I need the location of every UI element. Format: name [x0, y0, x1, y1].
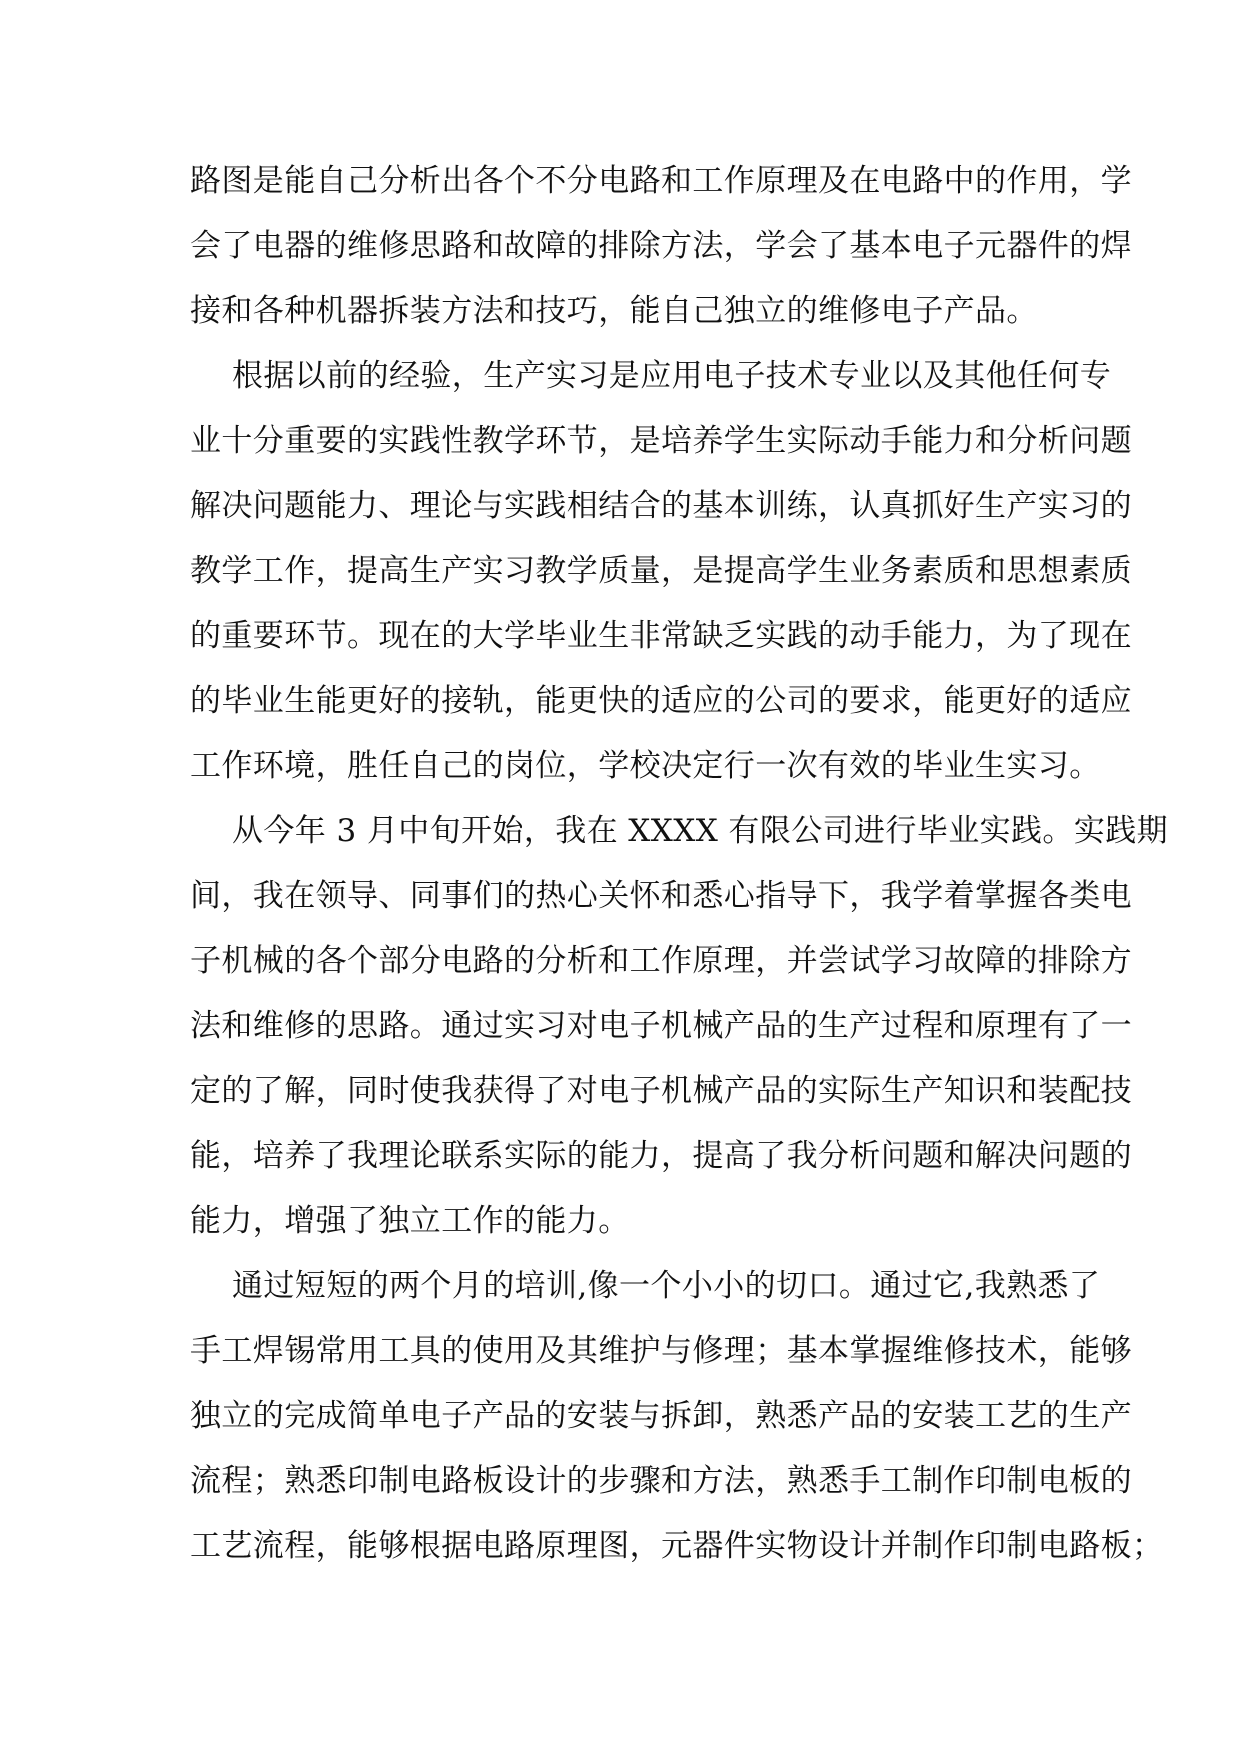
- text-line: 定的了解，同时使我获得了对电子机械产品的实际生产知识和装配技: [190, 1073, 1132, 1109]
- text-line: 流程；熟悉印制电路板设计的步骤和方法，熟悉手工制作印制电板的: [190, 1463, 1132, 1499]
- paragraph-first-line: 通过短短的两个月的培训,像一个小小的切口。通过它,我熟悉了: [232, 1268, 1101, 1304]
- text-line: 手工焊锡常用工具的使用及其维护与修理；基本掌握维修技术，能够: [190, 1333, 1132, 1369]
- text-line: 接和各种机器拆装方法和技巧，能自己独立的维修电子产品。: [190, 293, 1038, 329]
- text-line: 的重要环节。现在的大学毕业生非常缺乏实践的动手能力，为了现在: [190, 618, 1132, 654]
- paragraph-first-line: 从今年 3 月中旬开始，我在 XXXX 有限公司进行毕业实践。实践期: [232, 813, 1169, 849]
- paragraph-first-line: 根据以前的经验，生产实习是应用电子技术专业以及其他任何专: [232, 358, 1112, 394]
- text-line: 能力，增强了独立工作的能力。: [190, 1203, 630, 1239]
- text-line: 路图是能自己分析出各个不分电路和工作原理及在电路中的作用，学: [190, 163, 1132, 199]
- text-line: 法和维修的思路。通过实习对电子机械产品的生产过程和原理有了一: [190, 1008, 1132, 1044]
- text-line: 的毕业生能更好的接轨，能更快的适应的公司的要求，能更好的适应: [190, 683, 1132, 719]
- text-line: 会了电器的维修思路和故障的排除方法，学会了基本电子元器件的焊: [190, 228, 1132, 264]
- text-line: 独立的完成简单电子产品的安装与拆卸，熟悉产品的安装工艺的生产: [190, 1398, 1132, 1434]
- text-line: 间，我在领导、同事们的热心关怀和悉心指导下，我学着掌握各类电: [190, 878, 1132, 914]
- text-line: 解决问题能力、理论与实践相结合的基本训练，认真抓好生产实习的: [190, 488, 1132, 524]
- text-line: 能，培养了我理论联系实际的能力，提高了我分析问题和解决问题的: [190, 1138, 1132, 1174]
- text-line: 工作环境，胜任自己的岗位，学校决定行一次有效的毕业生实习。: [190, 748, 1101, 784]
- text-line: 子机械的各个部分电路的分析和工作原理，并尝试学习故障的排除方: [190, 943, 1132, 979]
- text-line: 工艺流程，能够根据电路原理图，元器件实物设计并制作印制电路板；: [190, 1528, 1164, 1564]
- text-line: 业十分重要的实践性教学环节，是培养学生实际动手能力和分析问题: [190, 423, 1132, 459]
- text-line: 教学工作，提高生产实习教学质量，是提高学生业务素质和思想素质: [190, 553, 1132, 589]
